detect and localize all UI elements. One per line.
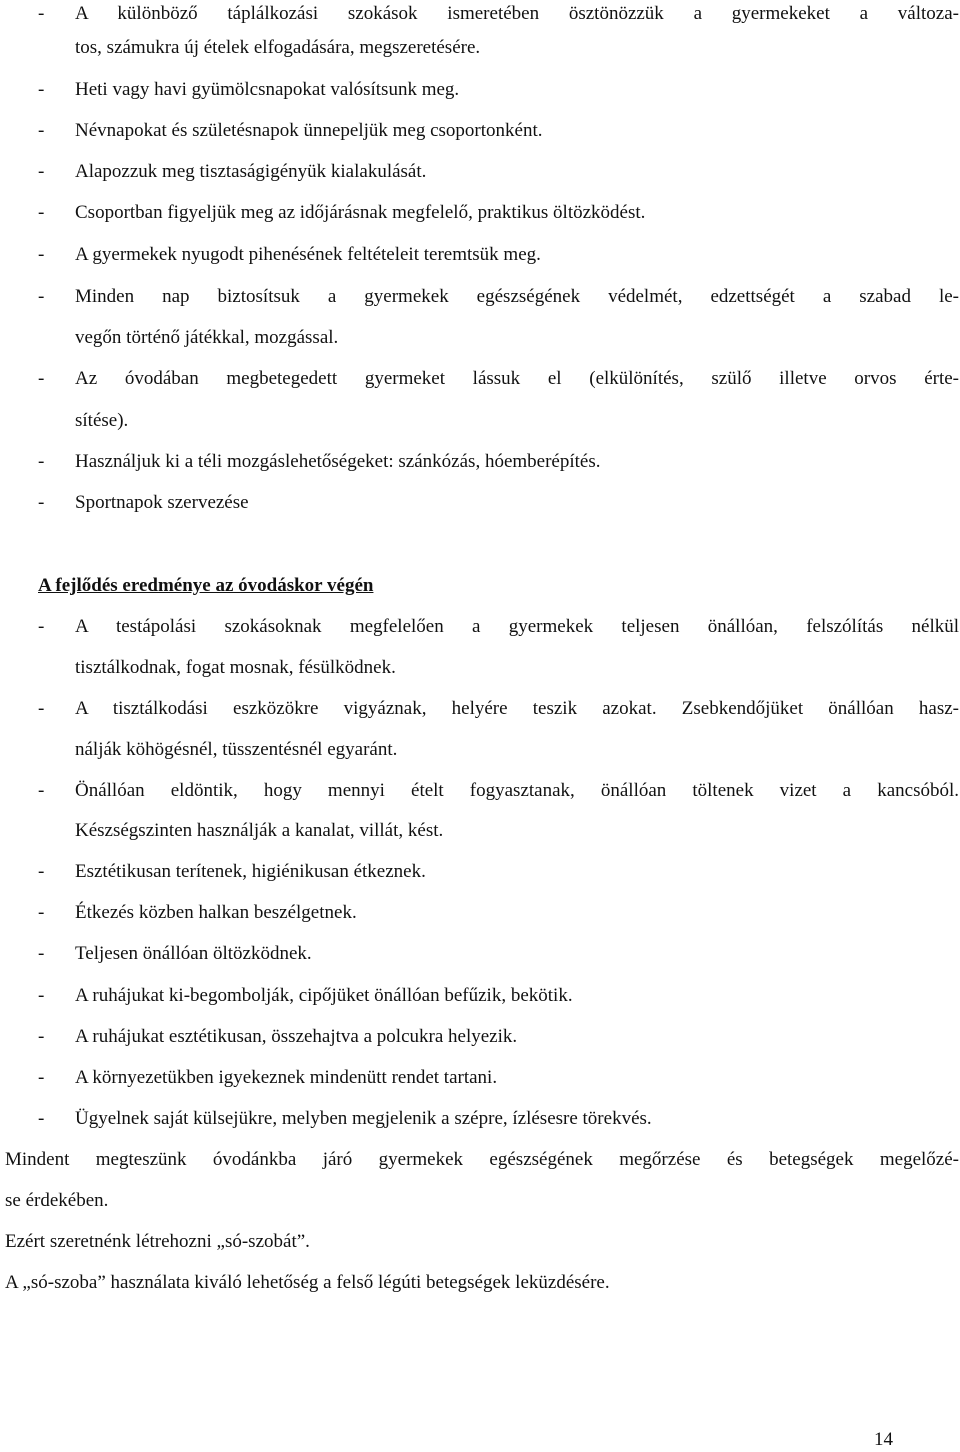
- list-item-text: Heti vagy havi gyümölcsnapokat valósítsunk meg.: [75, 79, 460, 100]
- list-item-text: Teljesen önállóan öltözködnek.: [75, 943, 312, 964]
- list-bullet: -: [38, 161, 45, 182]
- list-item-text: A ruhájukat ki-begombolják, cipőjüket önállóan befűzik, bekötik.: [75, 985, 573, 1006]
- list-item-text: Csoportban figyeljük meg az időjárásnak megfelelő, praktikus öltözködést.: [75, 202, 646, 223]
- list-bullet: -: [38, 79, 45, 100]
- list-bullet: -: [38, 1026, 45, 1047]
- page-number: 14: [874, 1429, 893, 1450]
- paragraph-text: Mindent megteszünk óvodánkba járó gyermekek egészségének megőrzése és betegségek megelőzé-: [5, 1149, 959, 1170]
- list-item-text: Önállóan eldöntik, hogy mennyi ételt fogyasztanak, önállóan töltenek vizet a kancsóból.: [75, 780, 959, 801]
- section-heading-text: A fejlődés eredménye az óvodáskor végén: [38, 575, 374, 596]
- list-item-text: A különböző táplálkozási szokások ismeretében ösztönözzük a gyermekeket a változa-: [75, 3, 959, 24]
- list-item-text: A ruhájukat esztétikusan, összehajtva a polcukra helyezik.: [75, 1026, 518, 1047]
- list-bullet: -: [38, 1067, 45, 1088]
- list-item-text: sítése).: [75, 410, 129, 431]
- list-item-text: tisztálkodnak, fogat mosnak, fésülködnek.: [75, 657, 396, 678]
- list-item-text: Minden nap biztosítsuk a gyermekek egészségének védelmét, edzettségét a szabad le-: [75, 286, 959, 307]
- list-item-text: Étkezés közben halkan beszélgetnek.: [75, 902, 357, 923]
- list-bullet: -: [38, 3, 45, 24]
- list-item-text: Készségszinten használják a kanalat, villát, kést.: [75, 820, 444, 841]
- list-bullet: -: [38, 244, 45, 265]
- list-bullet: -: [38, 451, 45, 472]
- list-bullet: -: [38, 616, 45, 637]
- list-item-text: Az óvodában megbetegedett gyermeket lássuk el (elkülönítés, szülő illetve orvos érte-: [75, 368, 959, 389]
- list-bullet: -: [38, 861, 45, 882]
- list-bullet: -: [38, 943, 45, 964]
- paragraph-text: Ezért szeretnénk létrehozni „só-szobát”.: [5, 1231, 310, 1252]
- list-bullet: -: [38, 368, 45, 389]
- list-bullet: -: [38, 985, 45, 1006]
- list-item-text: tos, számukra új ételek elfogadására, megszeretésére.: [75, 37, 481, 58]
- list-bullet: -: [38, 286, 45, 307]
- list-item-text: Esztétikusan terítenek, higiénikusan étkeznek.: [75, 861, 426, 882]
- list-bullet: -: [38, 1108, 45, 1129]
- paragraph-text: se érdekében.: [5, 1190, 109, 1211]
- list-bullet: -: [38, 698, 45, 719]
- list-item-text: Használjuk ki a téli mozgáslehetőségeket: szánkózás, hóemberépítés.: [75, 451, 601, 472]
- list-item-text: A tisztálkodási eszközökre vigyáznak, helyére teszik azokat. Zsebkendőjüket önállóan hasz-: [75, 698, 959, 719]
- list-item-text: Ügyelnek saját külsejükre, melyben megjelenik a szépre, ízlésesre törekvés.: [75, 1108, 652, 1129]
- list-bullet: -: [38, 120, 45, 141]
- list-item-text: nálják köhögésnél, tüsszentésnél egyaránt.: [75, 739, 398, 760]
- paragraph-text: A „só-szoba” használata kiváló lehetőség a felső légúti betegségek leküzdésére.: [5, 1272, 610, 1293]
- list-bullet: -: [38, 492, 45, 513]
- list-bullet: -: [38, 902, 45, 923]
- list-item-text: A gyermekek nyugodt pihenésének feltételeit teremtsük meg.: [75, 244, 541, 265]
- list-item-text: A testápolási szokásoknak megfelelően a gyermekek teljesen önállóan, felszólítás nélkül: [75, 616, 959, 637]
- list-item-text: A környezetükben igyekeznek mindenütt rendet tartani.: [75, 1067, 498, 1088]
- list-item-text: Névnapokat és születésnapok ünnepeljük meg csoportonként.: [75, 120, 543, 141]
- list-item-text: Alapozzuk meg tisztaságigényük kialakulását.: [75, 161, 427, 182]
- list-item-text: Sportnapok szervezése: [75, 492, 249, 513]
- list-item-text: vegőn történő játékkal, mozgással.: [75, 327, 339, 348]
- list-bullet: -: [38, 202, 45, 223]
- list-bullet: -: [38, 780, 45, 801]
